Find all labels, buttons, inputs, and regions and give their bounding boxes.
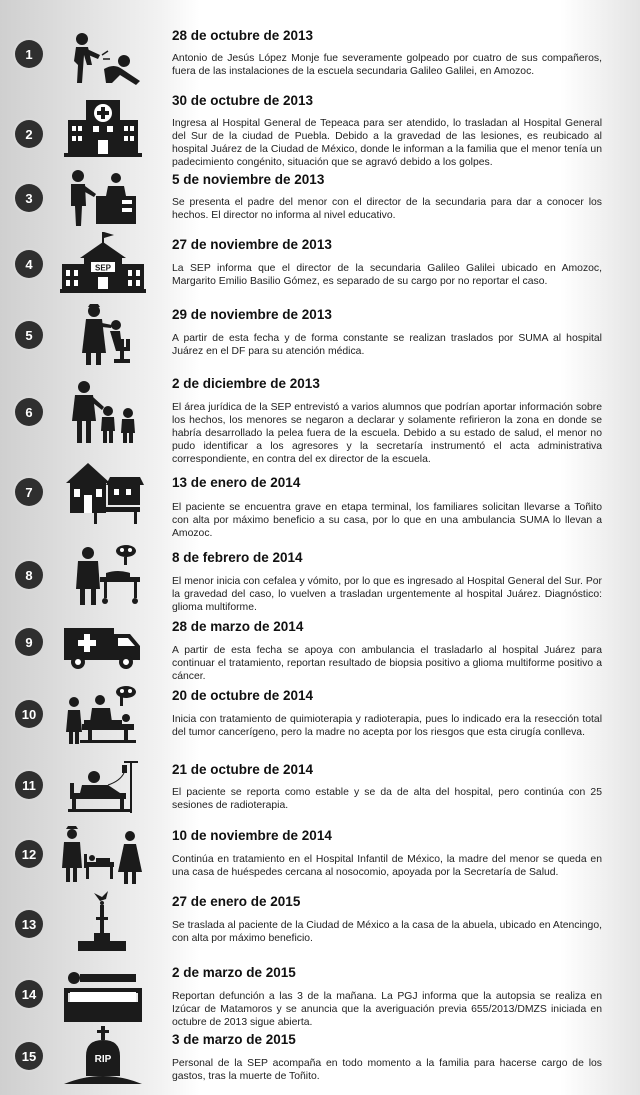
step-number: 1 — [15, 40, 43, 68]
step-number: 6 — [15, 398, 43, 426]
angel-monument-icon — [60, 889, 146, 953]
entry-description: A partir de esta fecha se apoya con ambulancia el trasladarlo al hospital Juárez para continuar el tratamiento, reportan resultado de biopsia positivo a glioma multiforme positivo a cáncer. — [172, 645, 602, 682]
entry-description: A partir de esta fecha y de forma constante se realizan traslados por SUMA al hospital Juárez en el DF para su atención médica. — [172, 333, 602, 357]
assault-icon — [60, 25, 146, 89]
entry-date: 28 de marzo de 2014 — [172, 619, 304, 634]
entry-description: Personal de la SEP acompaña en todo momento a la familia para hacerse cargo de los gastos, tras la muerte de Toñito. — [172, 1058, 602, 1082]
hospital-building-icon — [60, 96, 146, 160]
entry-date: 2 de diciembre de 2013 — [172, 376, 320, 391]
meeting-desk-icon — [60, 166, 146, 230]
teacher-students-icon — [60, 381, 146, 445]
step-number: 15 — [15, 1042, 43, 1070]
entry-description: Antonio de Jesús López Monje fue severamente golpeado por cuatro de sus compañeros, fuera de las instalaciones de la escuela secundaria Galileo Galilei, en Amozoc. — [172, 53, 602, 77]
school-building-icon — [60, 232, 146, 296]
ambulance-icon — [60, 612, 146, 676]
person-lying-bed-icon — [60, 962, 146, 1026]
entry-description: La SEP informa que el director de la secundaria Galileo Galilei ubicado en Amozoc, Margarito Emilio Basilio Gómez, es separado de su cargo por no reportar el caso. — [172, 263, 602, 287]
entry-date: 13 de enero de 2014 — [172, 475, 301, 490]
entry-description: Se traslada al paciente de la Ciudad de México a la casa de la abuela, ubicado en Atencingo, con alta por máximo beneficio. — [172, 920, 602, 944]
entry-date: 27 de noviembre de 2013 — [172, 237, 332, 252]
step-number: 4 — [15, 250, 43, 278]
entry-description: Reportan defunción a las 3 de la mañana. La PGJ informa que la autopsia se realiza en Izúcar de Matamoros y se anuncia que la averiguación previa 655/2013/DMZS iniciada en octubre de 2013 sigue abierta. — [172, 991, 602, 1028]
entry-date: 21 de octubre de 2014 — [172, 762, 314, 777]
entry-date: 5 de noviembre de 2013 — [172, 172, 325, 187]
entry-date: 29 de noviembre de 2013 — [172, 307, 332, 322]
entry-description: El paciente se encuentra grave en etapa terminal, los familiares solicitan llevarse a Toñito con alta por máximo beneficio a su casa, por lo que en una ambulancia SUMA lo llevan a Amozoc. — [172, 502, 602, 539]
entry-description: El paciente se reporta como estable y se da de alta del hospital, pero continúa con 25 sesiones de radioterapia. — [172, 787, 602, 811]
tombstone-label: RIP — [94, 1054, 112, 1065]
step-number: 13 — [15, 910, 43, 938]
surgery-icon — [60, 682, 146, 746]
step-number: 7 — [15, 478, 43, 506]
entry-date: 10 de noviembre de 2014 — [172, 828, 332, 843]
sep-sign-label: SEP — [94, 263, 112, 273]
step-number: 5 — [15, 321, 43, 349]
step-number: 10 — [15, 700, 43, 728]
entry-description: Inicia con tratamiento de quimioterapia y radioterapia, pues lo indicado era la resección total del tumor cancerígeno, pero la madre no acepta por los riesgos que esta cirugía conlleva. — [172, 714, 602, 738]
entry-date: 20 de octubre de 2014 — [172, 688, 314, 703]
entry-date: 2 de marzo de 2015 — [172, 965, 296, 980]
patient-bed-iv-icon — [60, 755, 146, 819]
entry-date: 8 de febrero de 2014 — [172, 550, 303, 565]
entry-description: El menor inicia con cefalea y vómito, por lo que es ingresado al Hospital General del Sur. Por la gravedad del caso, lo vuelven a trasladan urgentemente al hospital Juárez. Diagnóstico: glioma multiforme. — [172, 576, 602, 613]
entry-description: Ingresa al Hospital General de Tepeaca para ser atendido, lo trasladan al Hospital General del Sur de la ciudad de Puebla. Debido a la gravedad de las lesiones, es reubicado al hospital Juárez de la Ciudad de México, donde le informan a la familia que el menor tenía un padecimiento congénito, situación que se agravó debido a los golpes. — [172, 118, 602, 168]
step-number: 12 — [15, 840, 43, 868]
entry-date: 27 de enero de 2015 — [172, 894, 301, 909]
entry-description: Se presenta el padre del menor con el director de la secundaria para dar a conocer los hechos. El director no informa al nivel educativo. — [172, 197, 602, 221]
nurse-patient-icon — [60, 303, 146, 367]
step-number: 2 — [15, 120, 43, 148]
entry-date: 30 de octubre de 2013 — [172, 93, 314, 108]
step-number: 3 — [15, 184, 43, 212]
entry-date: 3 de marzo de 2015 — [172, 1032, 296, 1047]
entry-description: Continúa en tratamiento en el Hospital Infantil de México, la madre del menor se queda en una casa de huéspedes cercana al nosocomio, apoyada por la Secretaría de Salud. — [172, 854, 602, 878]
entry-description: El área jurídica de la SEP entrevistó a varios alumnos que podrían aportar información sobre los hechos, los menores se negaron a declarar y solamente refirieron la zona en donde se habría desarrollado la pelea fuera de la escuela. Debido a su estado de salud, el menor no pudo identificar a los agresores y la secretaría instrumentó el acta administrativa correspondiente, en contra del ex director de la escuela. — [172, 402, 602, 465]
step-number: 9 — [15, 628, 43, 656]
step-number: 11 — [15, 771, 43, 799]
step-number: 8 — [15, 561, 43, 589]
entry-date: 28 de octubre de 2013 — [172, 28, 314, 43]
tombstone-icon — [60, 1024, 146, 1088]
house-bench-icon — [60, 461, 146, 525]
doctor-stretcher-icon — [60, 543, 146, 607]
nurse-bed-mother-icon — [60, 822, 146, 886]
step-number: 14 — [15, 980, 43, 1008]
